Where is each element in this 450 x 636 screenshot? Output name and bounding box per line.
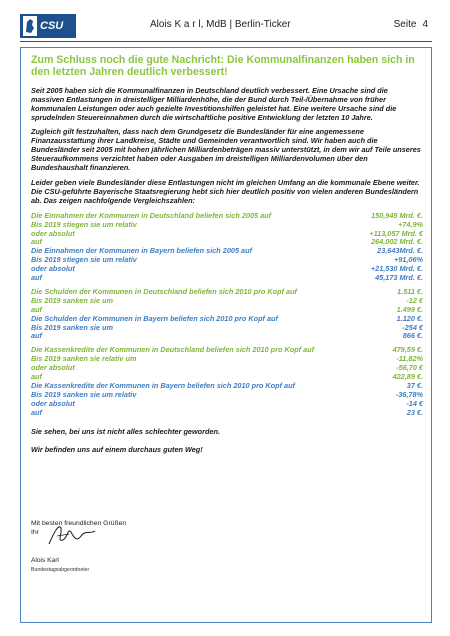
- figure-label: Die Schulden der Kommunen in Bayern beliefen sich 2010 pro Kopf auf: [31, 313, 278, 323]
- figure-label: auf: [31, 331, 42, 341]
- closing-line: Sie sehen, bei uns ist nicht alles schlechter geworden.: [31, 426, 220, 436]
- figure-row: [31, 274, 423, 283]
- paragraph: Seit 2005 haben sich die Kommunalfinanzen in Deutschland deutlich verbessert. Eine Ursache sind die massiven Entlastungen in dreistelliger Milliardenhöhe, die der Bund durch Teil-/Übernahme von früher kommunalen Leistungen oder auch gezielte Investitionshilfen geleistet hat. Eine weitere Ursache sind die sprudelnden Steuereinnahmen durch die wirtschaftliche positive Entwicklung der letzten 10 Jahre.: [31, 85, 397, 122]
- figure-value: +21,530 Mrd. €.: [370, 264, 423, 274]
- figure-value: 866 €.: [402, 331, 423, 341]
- figure-row: [31, 364, 423, 373]
- page-header: [20, 14, 432, 40]
- figure-label: Bis 2019 sanken sie um relativ: [31, 389, 137, 399]
- figures-group: [31, 288, 423, 341]
- figure-row: [31, 400, 423, 409]
- figure-label: Die Einnahmen der Kommunen in Bayern beliefen sich 2005 auf: [31, 246, 252, 256]
- figure-label: oder absolut: [31, 363, 75, 373]
- logo-text: CSU: [40, 20, 64, 32]
- handwritten-signature: [47, 522, 97, 550]
- figure-label: Bis 2019 sanken sie um: [31, 322, 113, 332]
- signature-block: [31, 520, 231, 574]
- figure-label: Die Kassenkredite der Kommunen in Deutschland beliefen sich 2010 pro Kopf auf: [31, 345, 315, 355]
- page-indicator: [394, 19, 428, 30]
- figure-label: oder absolut: [31, 228, 75, 238]
- paragraph: Zugleich gilt festzuhalten, dass nach dem Grundgesetz die Bundesländer für eine angemessene Finanzausstattung ihrer Landkreise, Städte und Gemeinden verantwortlich sind. Wir haben auch die Bundesländer seit 2005 mit hohen jährlichen Milliardenbeträgen massiv unterstützt, in dem wir auf Teile unseres Steueraufkommens verzichtet haben oder Ausgaben im dreistelligen Milliardenvolumen über den Bundeshaushalt finanzieren.: [31, 127, 421, 173]
- figure-label: oder absolut: [31, 398, 75, 408]
- figure-value: -56,70 €: [396, 363, 423, 373]
- greeting: Mit besten freundlichen Grüßen: [31, 520, 127, 527]
- figure-label: Bis 2019 stiegen sie um relativ: [31, 219, 137, 229]
- figure-value: -14 €: [406, 398, 423, 408]
- figure-value: 23,643Mrd. €.: [377, 246, 423, 256]
- figure-row: [31, 230, 423, 239]
- figure-label: Die Kassenkredite der Kommunen in Bayern beliefen sich 2010 pro Kopf auf: [31, 381, 295, 390]
- figure-row: [31, 221, 423, 230]
- comparison-figures: [31, 212, 423, 418]
- ihr-line: Ihr: [31, 528, 39, 536]
- figure-value: +74,9%: [398, 219, 423, 229]
- figure-value: 37 €.: [406, 381, 423, 390]
- page-label: Seite: [393, 19, 417, 30]
- figure-row: [31, 332, 423, 341]
- figure-label: auf: [31, 372, 42, 382]
- figure-row: [31, 355, 423, 364]
- figure-value: 150,945 Mrd. €.: [371, 210, 423, 220]
- figure-value: -36,78%: [395, 389, 423, 399]
- figure-value: 23 €.: [406, 407, 423, 417]
- figure-label: auf: [31, 304, 42, 314]
- figure-value: 1.120 €.: [396, 313, 423, 323]
- lion-icon: [23, 16, 37, 36]
- article-headline: Zum Schluss noch die gute Nachricht: Die Kommunalfinanzen haben sich in den letzten Jahren deutlich verbessert!: [31, 54, 415, 79]
- figure-row: [31, 297, 423, 306]
- figures-group: [31, 346, 423, 417]
- signatory-role: Bundestagsabgeordneter: [31, 566, 90, 573]
- figure-label: auf: [31, 237, 42, 247]
- figure-value: 45,173 Mrd. €.: [375, 273, 423, 283]
- closing-line: Wir befinden uns auf einem durchaus guten Weg!: [31, 444, 203, 454]
- header-divider: [20, 41, 432, 42]
- signatory-name: Alois Karl: [31, 557, 59, 564]
- figure-value: 422,89 €.: [392, 372, 423, 382]
- figure-label: Die Schulden der Kommunen in Deutschland beliefen sich 2010 pro Kopf auf: [31, 286, 297, 296]
- article-body: [31, 52, 423, 463]
- figure-row: [31, 265, 423, 274]
- figure-row: [31, 324, 423, 333]
- header-title: Alois K a r l, MdB | Berlin-Ticker: [150, 19, 291, 30]
- page-number: 4: [422, 19, 428, 30]
- figure-value: 1.511 €.: [397, 286, 423, 296]
- csu-logo: [20, 14, 76, 38]
- paragraph: Leider geben viele Bundesländer diese Entlastungen nicht im gleichen Umfang an die kommunale Ebene weiter. Die CSU-geführte Bayerische Staatsregierung hebt sich hier deutlich positiv von vielen anderen Bundesländern ab. Das zeigen nachfolgende Vergleichszahlen:: [31, 177, 420, 205]
- figure-value: 1.499 €.: [396, 304, 423, 314]
- figure-label: auf: [31, 407, 42, 417]
- figure-value: 479,59 €.: [392, 345, 423, 355]
- figure-label: Bis 2019 stiegen sie um relativ: [31, 255, 137, 265]
- figure-value: 264,002 Mrd. €.: [371, 237, 423, 247]
- figure-value: +91,06%: [393, 255, 423, 265]
- figure-label: Bis 2019 sanken sie relativ um: [31, 354, 137, 364]
- closing-remarks: [31, 428, 423, 455]
- figure-value: -11,82%: [396, 354, 423, 364]
- figures-group: [31, 212, 423, 283]
- figure-value: -12 €: [406, 295, 423, 305]
- figure-row: [31, 256, 423, 265]
- figure-label: auf: [31, 273, 42, 283]
- figure-row: [31, 391, 423, 400]
- figure-row: [31, 409, 423, 418]
- figure-value: +113,057 Mrd. €: [369, 228, 423, 238]
- figure-label: Die Einnahmen der Kommunen in Deutschland beliefen sich 2005 auf: [31, 210, 272, 220]
- figure-label: oder absolut: [31, 264, 75, 274]
- figure-label: Bis 2019 sanken sie um: [31, 295, 113, 305]
- figure-value: -254 €: [402, 322, 423, 332]
